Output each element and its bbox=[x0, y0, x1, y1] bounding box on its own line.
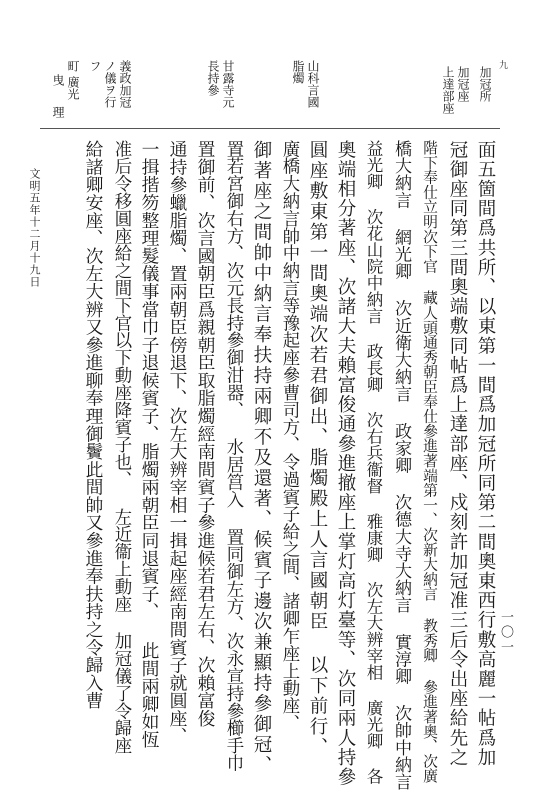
text-column-14: 准后令移圓座給之間下官以下動座降賓子也、 左近衞上動座 加冠儀了令歸座 bbox=[111, 140, 131, 755]
text-column-6: 奧端相分著座、次諸大夫賴富俊通參進撤座上掌灯高灯臺等、次同兩人持參 bbox=[335, 140, 356, 787]
margin-note-kakan-za-2: 上達部座 bbox=[441, 66, 455, 114]
margin-note-kakan-za-1: 加冠座 bbox=[456, 66, 470, 102]
text-column-2: 冠御座同第三間奧端敷同帖爲上達部座、戍刻許加冠准三后令出座給先之 bbox=[447, 140, 468, 768]
margin-note-machi: 町 bbox=[66, 60, 80, 72]
header-rule bbox=[40, 128, 500, 129]
text-column-3: 階下奉仕立明次下官 藏人頭通秀朝臣奉仕參進著端第一、次新大納言 教秀卿 參進著奧、次廣 bbox=[421, 140, 438, 783]
text-column-10: 置若宮御右方、次元長持參御泔器、 水居筥入 置同御左方、次永宣持參櫛手巾 bbox=[223, 140, 243, 772]
text-column-5: 益光卿 次花山院中納言 政長卿 次右兵衞督 雅康卿 次左大辨宰相 廣光卿 各 bbox=[364, 140, 383, 785]
margin-note-kanroji-2: 長持參 bbox=[206, 60, 220, 96]
text-column-7: 圓座敷東第一間奧端次若君御出、脂燭殿上人言國朝臣 以下前行、 bbox=[307, 140, 328, 758]
text-column-1: 面五箇間爲共所、以東第一間爲加冠所同第二間奧東西行敷高麗一帖爲加 bbox=[475, 140, 496, 768]
margin-note-kakan-sho: 加冠所 bbox=[478, 66, 492, 102]
text-column-13: 一揖揩笏整理髮儀事當巾子退候賓子、脂燭兩朝臣同退賓子、 此間兩卿如恆 bbox=[139, 140, 160, 749]
margin-note-yamashina-1: 山科言國 bbox=[306, 60, 320, 108]
text-column-11: 置御前、次言國朝臣爲親朝臣取脂燭經南間賓子參進候若君左右、次賴富俊 bbox=[195, 140, 216, 728]
entry-date: 文明五年十二月十九日 bbox=[28, 168, 41, 288]
text-column-4: 橋大納言 網光卿 次近衛大納言 政家卿 次德大寺大納言 實淳卿 次帥中納言 bbox=[391, 140, 411, 791]
margin-note-yoshimasa-2: ノ儀ヲ行 bbox=[103, 60, 117, 108]
margin-note-yoshimasa-3: フ bbox=[88, 60, 102, 72]
margin-note-yamashina-2: 脂燭 bbox=[291, 60, 305, 84]
text-column-12: 通持參蠟脂燭、置兩朝臣傍退下、次左大辨宰相一揖起座經南間賓子就圓座、 bbox=[167, 140, 188, 745]
margin-note-yoshimasa-1: 義政加冠 bbox=[118, 60, 132, 108]
text-column-8: 廣橋大納言帥中納言等豫起座參曹司方、令過賓子給之間、諸卿乍座上動座、 bbox=[279, 140, 299, 732]
margin-note-hiromitsu: 廣光 bbox=[66, 76, 80, 100]
margin-note-kanroji-1: 甘露寺元 bbox=[221, 60, 235, 108]
note-mark: 九 bbox=[497, 60, 507, 69]
text-column-15: 給諸卿安座、次左大辨又參進聊奉理御鬢此間帥又參進奉扶持之令歸入曹 bbox=[83, 140, 104, 710]
margin-note-ri: 理 bbox=[51, 106, 65, 118]
margin-note-hiku: 曳 bbox=[51, 74, 65, 86]
page-number: 一〇一 bbox=[498, 610, 513, 655]
text-column-9: 御著座之間帥中納言奉扶持兩卿不及還著、候賓子邊次兼顯持參御冠、 bbox=[251, 140, 272, 776]
